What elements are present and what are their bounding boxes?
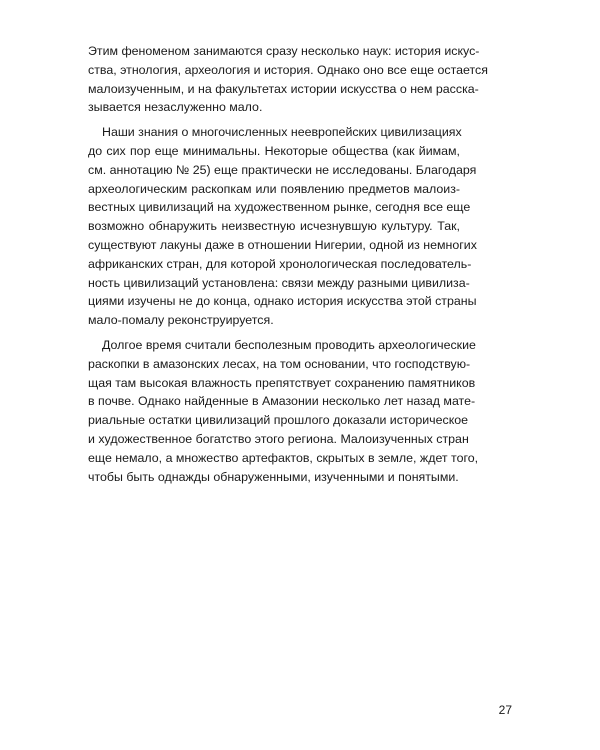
page-number: 27 <box>498 703 512 717</box>
paragraph-1 <box>88 42 488 117</box>
text-line: в почве. Однако найденные в Амазонии несколько лет назад мате- <box>88 394 476 409</box>
text-line: вестных цивилизаций на художественном рынке, сегодня все еще <box>88 200 471 215</box>
paragraph-2 <box>88 123 477 330</box>
text-line: ства, этнология, археология и история. Однако оно все еще остается <box>88 62 488 77</box>
text-line: Долгое время считали бесполезным проводить археологические <box>102 337 476 352</box>
text-line: ность цивилизаций установлена: связи между разными цивилиза- <box>88 275 470 290</box>
text-line: см. аннотацию № 25) еще практически не исследованы. Благодаря <box>88 162 477 177</box>
text-line: риальные остатки цивилизаций прошлого доказали историческое <box>88 413 469 428</box>
text-line: возможно обнаружить неизвестную исчезнувшую культуру. Так, <box>88 219 460 234</box>
text-line: малоизученным, и на факультетах истории искусства о нем расска- <box>88 81 479 96</box>
text-line: раскопки в амазонских лесах, на том основании, что господствую- <box>88 356 471 371</box>
text-line: мало-помалу реконструируется. <box>88 313 274 328</box>
text-line: циями изучены не до конца, однако история искусства этой страны <box>88 294 477 309</box>
text-line: Этим феноменом занимаются сразу несколько наук: история искус- <box>88 44 480 58</box>
paragraph-3 <box>88 336 479 486</box>
text-line: Наши знания о многочисленных неевропейских цивилизациях <box>102 125 462 140</box>
text-line: еще немало, а множество артефактов, скрытых в земле, ждет того, <box>88 450 479 465</box>
text-line: археологическим раскопкам или появлению предметов малоиз- <box>88 181 460 196</box>
text-line: чтобы быть однажды обнаруженными, изученными и понятыми. <box>88 469 459 484</box>
body-text <box>88 42 488 486</box>
text-line: до сих пор еще минимальны. Некоторые общества (как йимам, <box>88 143 460 158</box>
text-line: африканских стран, для которой хронологическая последователь- <box>88 256 472 271</box>
text-line: щая там высокая влажность препятствует сохранению памятников <box>88 375 476 390</box>
text-line: существуют лакуны даже в отношении Нигерии, одной из немногих <box>88 237 477 252</box>
text-line: зывается незаслуженно мало. <box>88 100 263 115</box>
text-line: и художественное богатство этого региона. Малоизученных стран <box>88 431 469 446</box>
